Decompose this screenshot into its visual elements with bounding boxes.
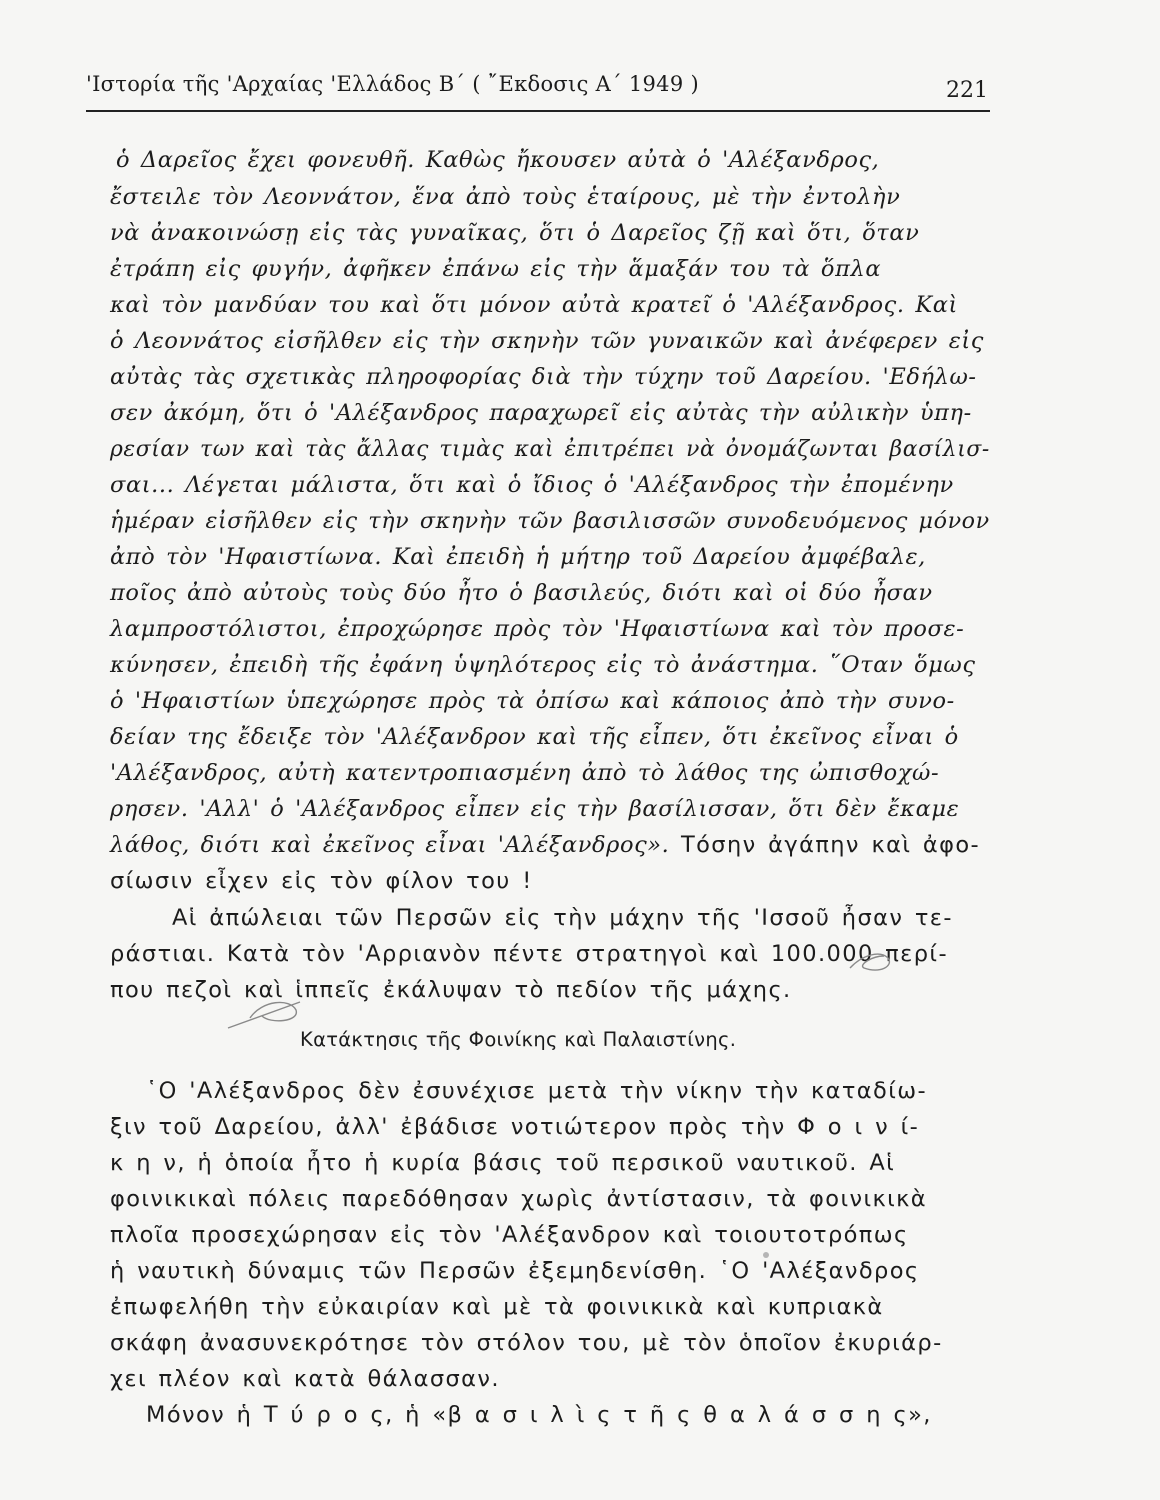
text-line: ῾Ο 'Αλέξανδρος δὲν ἐσυνέχισε μετὰ τὴν νίκην τὴν καταδίω-: [146, 1078, 927, 1104]
text-line: Μόνον ἡ Τ ύ ρ ο ς, ἡ «β α σ ι λ ὶ ς τ ῆ ς θ α λ ά σ σ η ς»,: [146, 1402, 932, 1428]
text-line: καὶ τὸν μανδύαν του καὶ ὅτι μόνον αὐτὰ κρατεῖ ὁ 'Αλέξανδρος. Καὶ: [110, 292, 958, 318]
text-line: σαι... Λέγεται μάλιστα, ὅτι καὶ ὁ ἴδιος ὁ 'Αλέξανδρος τὴν ἐπομένην: [110, 472, 954, 498]
text-line: ὁ Λεοννάτος εἰσῆλθεν εἰς τὴν σκηνὴν τῶν γυναικῶν καὶ ἀνέφερεν εἰς: [110, 328, 985, 354]
quote-end: λάθος, διότι καὶ ἐκεῖνος εἶναι 'Αλέξανδρος».: [110, 832, 670, 858]
text-line: ὁ 'Ηφαιστίων ὑπεχώρησε πρὸς τὰ ὀπίσω καὶ κάποιος ἀπὸ τὴν συνο-: [110, 688, 955, 714]
text-line: ἔστειλε τὸν Λεοννάτον, ἕνα ἀπὸ τοὺς ἑταίρους, μὲ τὴν ἐντολὴν: [110, 184, 901, 210]
text-line: πλοῖα προσεχώρησαν εἰς τὸν 'Αλέξανδρον καὶ τοιουτοτρόπως: [110, 1222, 909, 1248]
text-line: αὐτὰς τὰς σχετικὰς πληροφορίας διὰ τὴν τύχην τοῦ Δαρείου. 'Εδήλω-: [110, 364, 977, 390]
text-line: ὁ Δαρεῖος ἔχει φονευθῆ. Καθὼς ἤκουσεν αὐτὰ ὁ 'Αλέξανδρος,: [116, 147, 880, 173]
section-heading: Κατάκτησις τῆς Φοινίκης καὶ Παλαιστίνης.: [300, 1028, 737, 1051]
text-line: που πεζοὶ καὶ ἱππεῖς ἐκάλυψαν τὸ πεδίον τῆς μάχης.: [110, 977, 792, 1003]
text-line: ἡ ναυτικὴ δύναμις τῶν Περσῶν ἐξεμηδενίσθη. ῾Ο 'Αλέξανδρος: [110, 1258, 920, 1284]
pencil-mark-start: [228, 1002, 300, 1028]
text-continuation: Τόσην ἀγάπην καὶ ἀφο-: [669, 832, 981, 858]
page-number: 221: [946, 78, 988, 103]
text-line: ἐτράπη εἰς φυγήν, ἀφῆκεν ἐπάνω εἰς τὴν ἅμαξάν του τὰ ὅπλα: [110, 256, 882, 282]
text-line: 'Αλέξανδρος, αὐτὴ κατεντροπιασμένη ἀπὸ τὸ λάθος της ὠπισθοχώ-: [110, 760, 940, 786]
text-line: χει πλέον καὶ κατὰ θάλασσαν.: [110, 1366, 500, 1392]
text-line: ξιν τοῦ Δαρείου, ἀλλ' ἐβάδισε νοτιώτερον πρὸς τὴν Φ ο ι ν ί-: [110, 1114, 920, 1140]
text-line: σίωσιν εἶχεν εἰς τὸν φίλον του !: [110, 868, 533, 894]
pencil-mark-end: [850, 954, 889, 970]
text-line: ρησεν. 'Αλλ' ὁ 'Αλέξανδρος εἶπεν εἰς τὴν βασίλισσαν, ὅτι δὲν ἔκαμε: [110, 796, 960, 822]
text-line: ποῖος ἀπὸ αὐτοὺς τοὺς δύο ἦτο ὁ βασιλεύς, διότι καὶ οἱ δύο ἦσαν: [110, 580, 933, 606]
text-line: σεν ἀκόμη, ὅτι ὁ 'Αλέξανδρος παραχωρεῖ εἰς αὐτὰς τὴν αὐλικὴν ὑπη-: [110, 400, 972, 426]
text-line: Αἱ ἀπώλειαι τῶν Περσῶν εἰς τὴν μάχην τῆς 'Ισσοῦ ἦσαν τε-: [172, 905, 953, 931]
text-line: σκάφη ἀνασυνεκρότησε τὸν στόλον του, μὲ τὸν ὁποῖον ἐκυριάρ-: [110, 1330, 943, 1356]
text-line: ἡμέραν εἰσῆλθεν εἰς τὴν σκηνὴν τῶν βασιλισσῶν συνοδευόμενος μόνον: [110, 508, 990, 534]
text-line: ἐπωφελήθη τὴν εὐκαιρίαν καὶ μὲ τὰ φοινικικὰ καὶ κυπριακὰ: [110, 1294, 884, 1320]
text-line: ἀπὸ τὸν 'Ηφαιστίωνα. Καὶ ἐπειδὴ ἡ μήτηρ τοῦ Δαρείου ἀμφέβαλε,: [110, 544, 926, 570]
text-line: δείαν της ἔδειξε τὸν 'Αλέξανδρον καὶ τῆς εἶπεν, ὅτι ἐκεῖνος εἶναι ὁ: [110, 724, 959, 750]
text-line: λαμπροστόλιστοι, ἐπροχώρησε πρὸς τὸν 'Ηφαιστίωνα καὶ τὸν προσε-: [110, 616, 965, 642]
text-line: ράστιαι. Κατὰ τὸν 'Αρριανὸν πέντε στρατηγοὶ καὶ 100.000 περί-: [110, 941, 948, 967]
text-line: ρεσίαν των καὶ τὰς ἄλλας τιμὰς καὶ ἐπιτρέπει νὰ ὀνομάζωνται βασίλισ-: [110, 436, 990, 462]
ink-speck: [763, 1252, 769, 1258]
text-line: φοινικικαὶ πόλεις παρεδόθησαν χωρὶς ἀντίστασιν, τὰ φοινικικὰ: [110, 1186, 928, 1212]
text-line: κ η ν, ἡ ὁποία ἦτο ἡ κυρία βάσις τοῦ περσικοῦ ναυτικοῦ. Αἱ: [110, 1150, 896, 1176]
running-title: 'Ιστορία τῆς 'Αρχαίας 'Ελλάδος Β΄ ( ῎Εκδοσις Α΄ 1949 ): [86, 72, 699, 96]
text-line: κύνησεν, ἐπειδὴ τῆς ἐφάνη ὑψηλότερος εἰς τὸ ἀνάστημα. ῞Οταν ὅμως: [110, 652, 976, 678]
text-line: νὰ ἀνακοινώσῃ εἰς τὰς γυναῖκας, ὅτι ὁ Δαρεῖος ζῇ καὶ ὅτι, ὅταν: [110, 220, 920, 246]
